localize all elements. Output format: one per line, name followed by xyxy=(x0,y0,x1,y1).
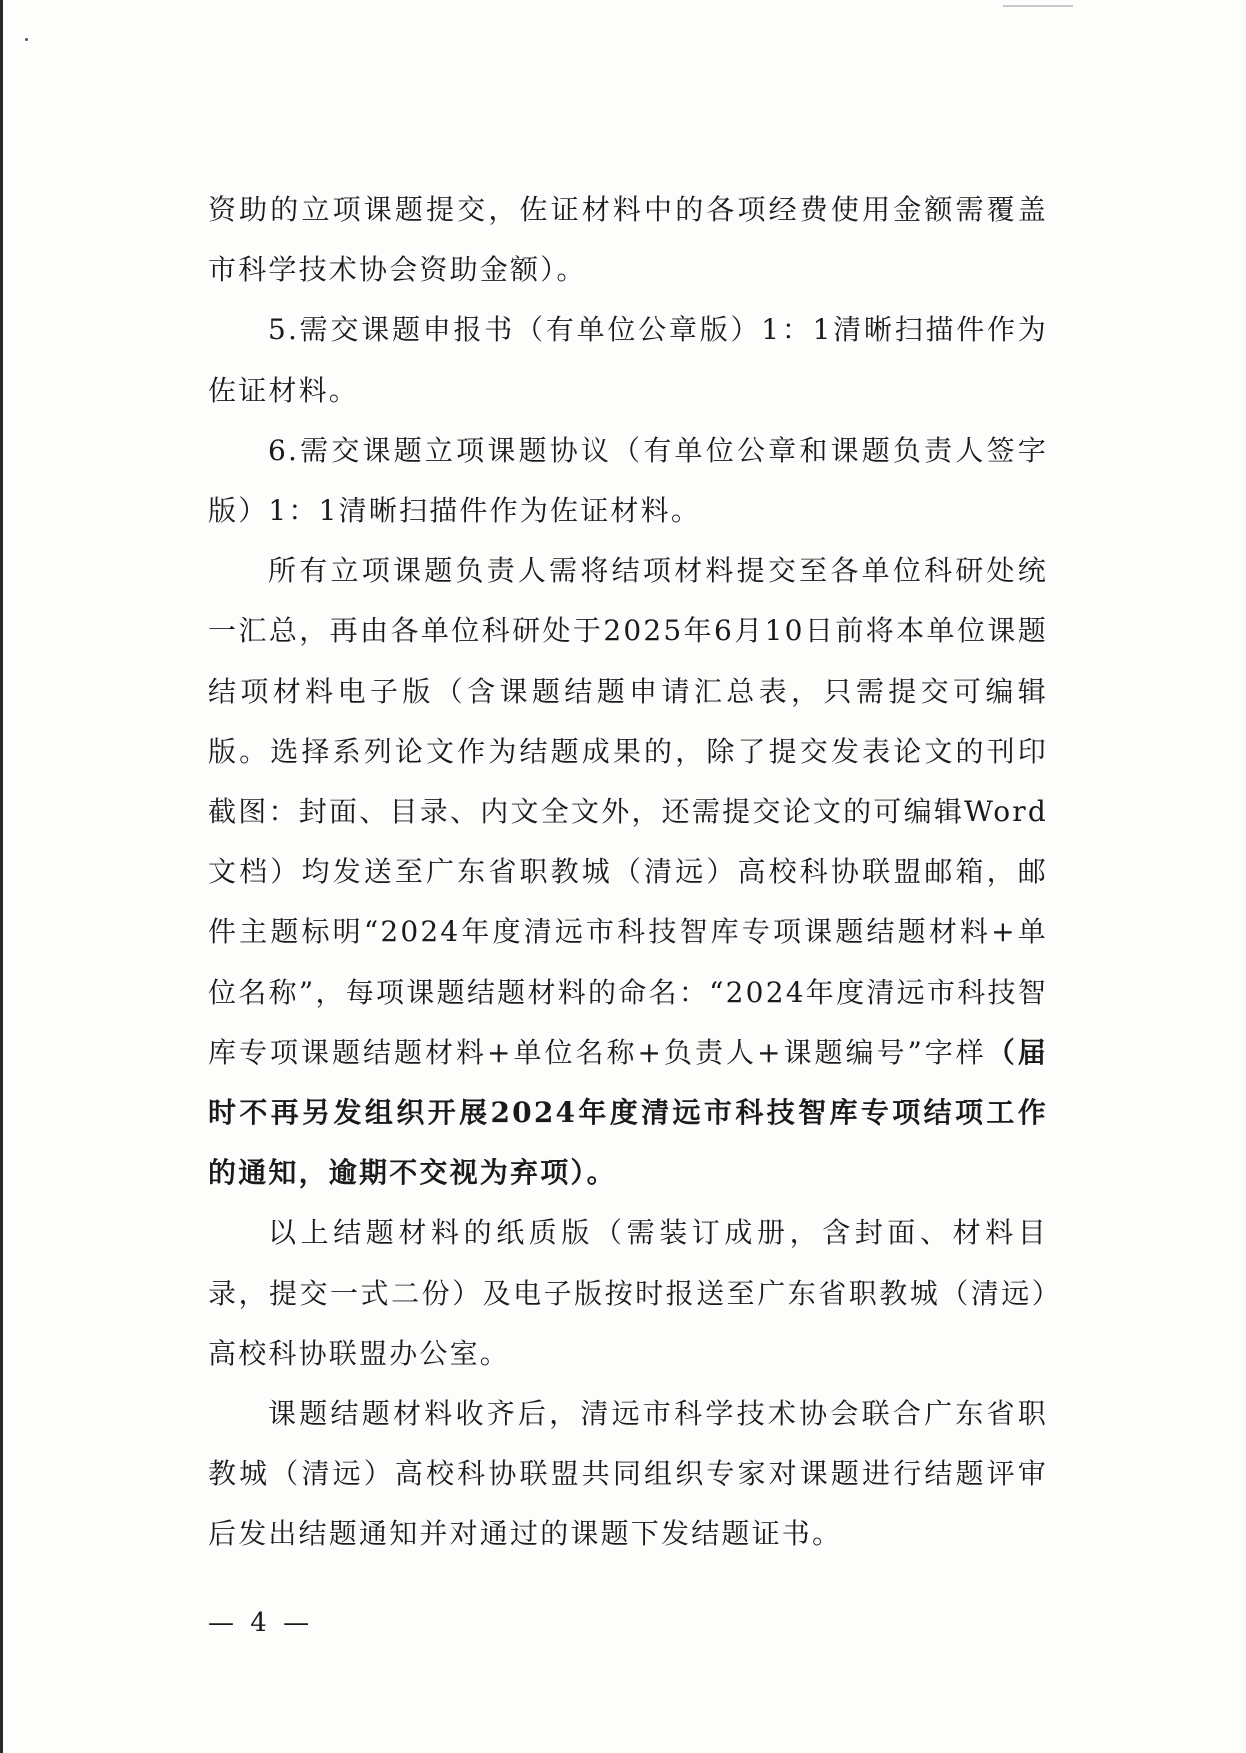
submission-instructions-text: 所有立项课题负责人需将结项材料提交至各单位科研处统一汇总，再由各单位科研处于2025年6月10日前将本单位课题结项材料电子版（含课题结题申请汇总表，只需提交可编辑版。选择系列论文作为结题成果的，除了提交发表论文的刊印截图：封面、目录、内文全文外，还需提交论文的可编辑Word文档）均发送至广东省职教城（清远）高校科协联盟邮箱，邮件主题标明“2024年度清远市科技智库专项课题结题材料+单位名称”，每项课题结题材料的命名：“2024年度清远市科技智库专项课题结题材料+单位名称+负责人+课题编号”字样 xyxy=(208,554,1048,1069)
scan-artifact-line xyxy=(1003,5,1073,7)
document-body xyxy=(208,180,1048,1565)
paragraph-submission-instructions xyxy=(208,541,1048,1203)
scan-artifact-dot xyxy=(25,38,28,41)
paragraph-item-6: 6.需交课题立项课题协议（有单位公章和课题负责人签字版）1：1清晰扫描件作为佐证材料。 xyxy=(208,433,1048,528)
submission-deadline-notice: （届时不再另发组织开展2024年度清远市科技智库专项结项工作的通知，逾期不交视为弃项）。 xyxy=(208,1035,1049,1190)
paragraph-item-5: 5.需交课题申报书（有单位公章版）1：1清晰扫描件作为佐证材料。 xyxy=(208,313,1048,407)
paragraph-paper-copy: 以上结题材料的纸质版（需装订成册，含封面、材料目录，提交一式二份）及电子版按时报送至广东省职教城（清远）高校科协联盟办公室。 xyxy=(208,1216,1048,1370)
page-number: — 4 — xyxy=(208,1608,314,1638)
paragraph-funding-coverage: 资助的立项课题提交，佐证材料中的各项经费使用金额需覆盖市科学技术协会资助金额）。 xyxy=(208,193,1048,287)
paragraph-review-process: 课题结题材料收齐后，清远市科学技术协会联合广东省职教城（清远）高校科协联盟共同组织专家对课题进行结题评审后发出结题通知并对通过的课题下发结题证书。 xyxy=(208,1397,1048,1551)
